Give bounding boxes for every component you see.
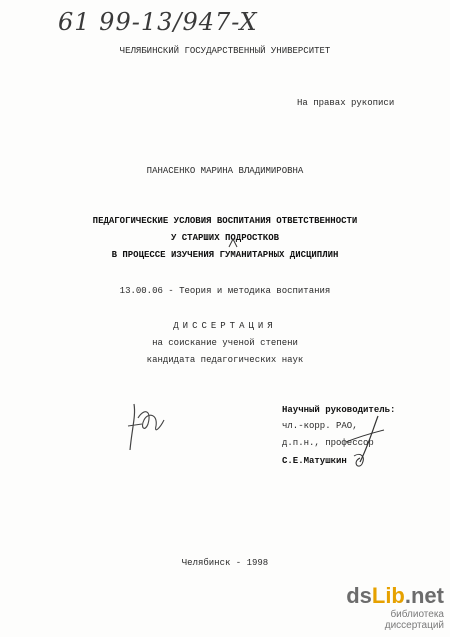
- city-year: Челябинск - 1998: [181, 558, 269, 568]
- handwritten-caret-mark: [228, 238, 238, 248]
- specialty: 13.00.06 - Теория и методика воспитания: [119, 286, 331, 296]
- dslib-subtitle: библиотека диссертаций: [384, 609, 444, 631]
- supervisor-signature: [340, 412, 390, 472]
- supervisor-heading: Научный руководитель:: [282, 405, 396, 415]
- dslib-logo: dsLib.net: [346, 583, 444, 608]
- supervisor-title-1: чл.-корр. РАО,: [282, 421, 358, 431]
- document-type: ДИССЕРТАЦИЯ: [173, 321, 277, 331]
- author-signature: [118, 398, 178, 456]
- handwritten-code: 61 99-13/947-X: [58, 8, 258, 36]
- dslib-watermark: [336, 584, 444, 631]
- degree-line-2: кандидата педагогических наук: [146, 355, 304, 365]
- degree-line-1: на соискание ученой степени: [152, 338, 298, 348]
- university-name: ЧЕЛЯБИНСКИЙ ГОСУДАРСТВЕННЫЙ УНИВЕРСИТЕТ: [119, 46, 331, 56]
- supervisor-name: С.Е.Матушкин: [282, 456, 347, 466]
- supervisor-title-2: д.п.н., профессор: [282, 438, 374, 448]
- rights-note: На правах рукописи: [297, 98, 395, 108]
- title-line-2: У СТАРШИХ ПОДРОСТКОВ: [170, 233, 280, 243]
- author-name: ПАНАСЕНКО МАРИНА ВЛАДИМИРОВНА: [146, 166, 304, 176]
- title-line-3: В ПРОЦЕССЕ ИЗУЧЕНИЯ ГУМАНИТАРНЫХ ДИСЦИПЛИН: [111, 250, 339, 260]
- title-line-1: ПЕДАГОГИЧЕСКИЕ УСЛОВИЯ ВОСПИТАНИЯ ОТВЕТСТВЕННОСТИ: [92, 216, 358, 226]
